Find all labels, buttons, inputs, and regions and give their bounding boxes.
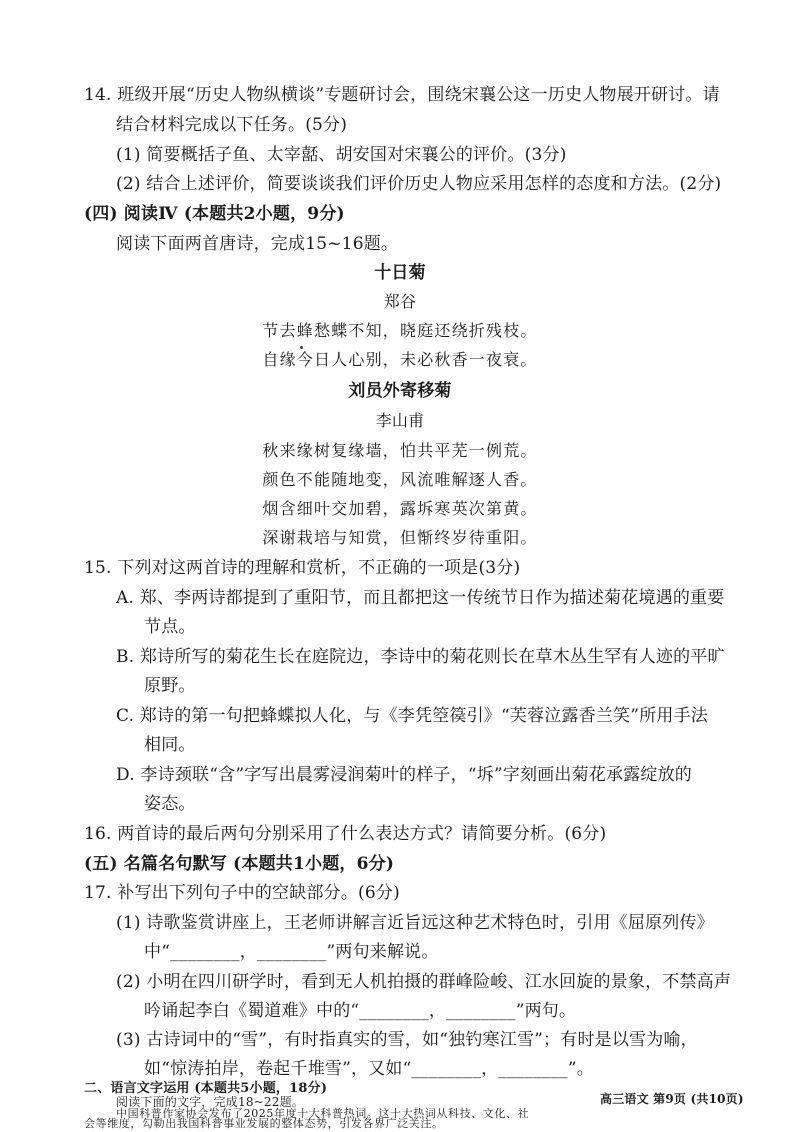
q15-option-c: C. 郑诗的第一句把蜂蝶拟人化，与《李凭箜篌引》“芙蓉泣露香兰笑”所用手法 — [116, 706, 708, 726]
poem2-line: 烟含细叶交加碧，露坼寒英次第黄。 — [262, 499, 538, 518]
q14-task2: (2) 结合上述评价，简要谈谈我们评价历史人物应采用怎样的态度和方法。(2分) — [116, 174, 722, 194]
poem2-title: 刘员外寄移菊 — [348, 381, 452, 401]
poem2-line: 秋来缘树复缘墙，怕共平芜一例荒。 — [262, 441, 538, 460]
part2-intro: 阅读下面的文字，完成18~22题。 — [116, 1095, 304, 1109]
q14-line2: 结合材料完成以下任务。(5分) — [116, 115, 348, 135]
q15-option-a-cont: 节点。 — [144, 617, 196, 637]
q17-item3-cont: 如“惊涛拍岸，卷起千堆雪”，又如“________，________”。 — [144, 1059, 594, 1079]
q17-stem: 17. 补写出下列句子中的空缺部分。(6分) — [84, 883, 400, 903]
q14-task1: (1) 简要概括子鱼、太宰嚭、胡安国对宋襄公的评价。(3分) — [116, 145, 567, 165]
q15-option-b: B. 郑诗所写的菊花生长在庭院边，李诗中的菊花则长在草木丛生罕有人迹的平旷 — [116, 647, 725, 667]
q15-stem: 15. 下列对这两首诗的理解和赏析，不正确的一项是(3分) — [84, 558, 521, 578]
poem1-title: 十日菊 — [374, 263, 426, 283]
page-footer: 高三语文 第9页 (共10页) — [600, 1092, 744, 1106]
part2-passage-line: 会等维度，勾勒出我国科普事业发展的整体态势，引发各界广泛关注。 — [84, 1117, 444, 1130]
q17-item3: (3) 古诗词中的“雪”，有时指真实的雪，如“独钓寒江雪”；有时是以雪为喻， — [116, 1030, 698, 1050]
section4-intro: 阅读下面两首唐诗，完成15~16题。 — [116, 234, 399, 254]
poem2-line: 颜色不能随地变，风流唯解逐人香。 — [262, 470, 538, 489]
poem2-line: 深谢栽培与知赏，但惭终岁待重阳。 — [262, 528, 538, 547]
q15-option-d-cont: 姿态。 — [144, 794, 196, 814]
section5-header: (五) 名篇名句默写 (本题共1小题，6分) — [84, 854, 395, 874]
q15-option-c-cont: 相同。 — [144, 735, 196, 755]
q15-option-d: D. 李诗颈联“含”字写出晨雾浸润菊叶的样子，“坼”字刻画出菊花承露绽放的 — [116, 765, 692, 785]
poem1-line: 节去蜂愁蝶不知，晓庭还绕折残枝。 — [262, 321, 538, 340]
stray-mark — [300, 346, 303, 349]
poem1-line: 自缘今日人心别，未必秋香一夜衰。 — [262, 350, 538, 369]
part2-passage-line: 中国科普作家协会发布了2025年度十大科普热词。这十大热词从科技、文化、社 — [116, 1107, 530, 1120]
part2-header: 二、语言文字运用 (本题共5小题，18分) — [84, 1081, 328, 1096]
q17-item2-cont: 吟诵起李白《蜀道难》中的“________，________”两句。 — [144, 1001, 577, 1021]
section4-header: (四) 阅读Ⅳ (本题共2小题，9分) — [84, 204, 345, 224]
q15-option-b-cont: 原野。 — [144, 676, 196, 696]
q17-item2: (2) 小明在四川研学时，看到无人机拍摄的群峰险峻、江水回旋的景象，不禁高声 — [116, 972, 732, 992]
poem1-author: 郑谷 — [383, 292, 417, 311]
q14-line1: 14. 班级开展“历史人物纵横谈”专题研讨会，围绕宋襄公这一历史人物展开研讨。请 — [84, 85, 720, 105]
poem2-author: 李山甫 — [375, 411, 425, 430]
q17-item1: (1) 诗歌鉴赏讲座上，王老师讲解言近旨远这种艺术特色时，引用《屈原列传》 — [116, 913, 714, 933]
q16-stem: 16. 两首诗的最后两句分别采用了什么表达方式？请简要分析。(6分) — [84, 824, 607, 844]
q15-option-a: A. 郑、李两诗都提到了重阳节，而且都把这一传统节日作为描述菊花境遇的重要 — [116, 588, 725, 608]
q17-item1-cont: 中“________，________”两句来解说。 — [144, 942, 439, 962]
